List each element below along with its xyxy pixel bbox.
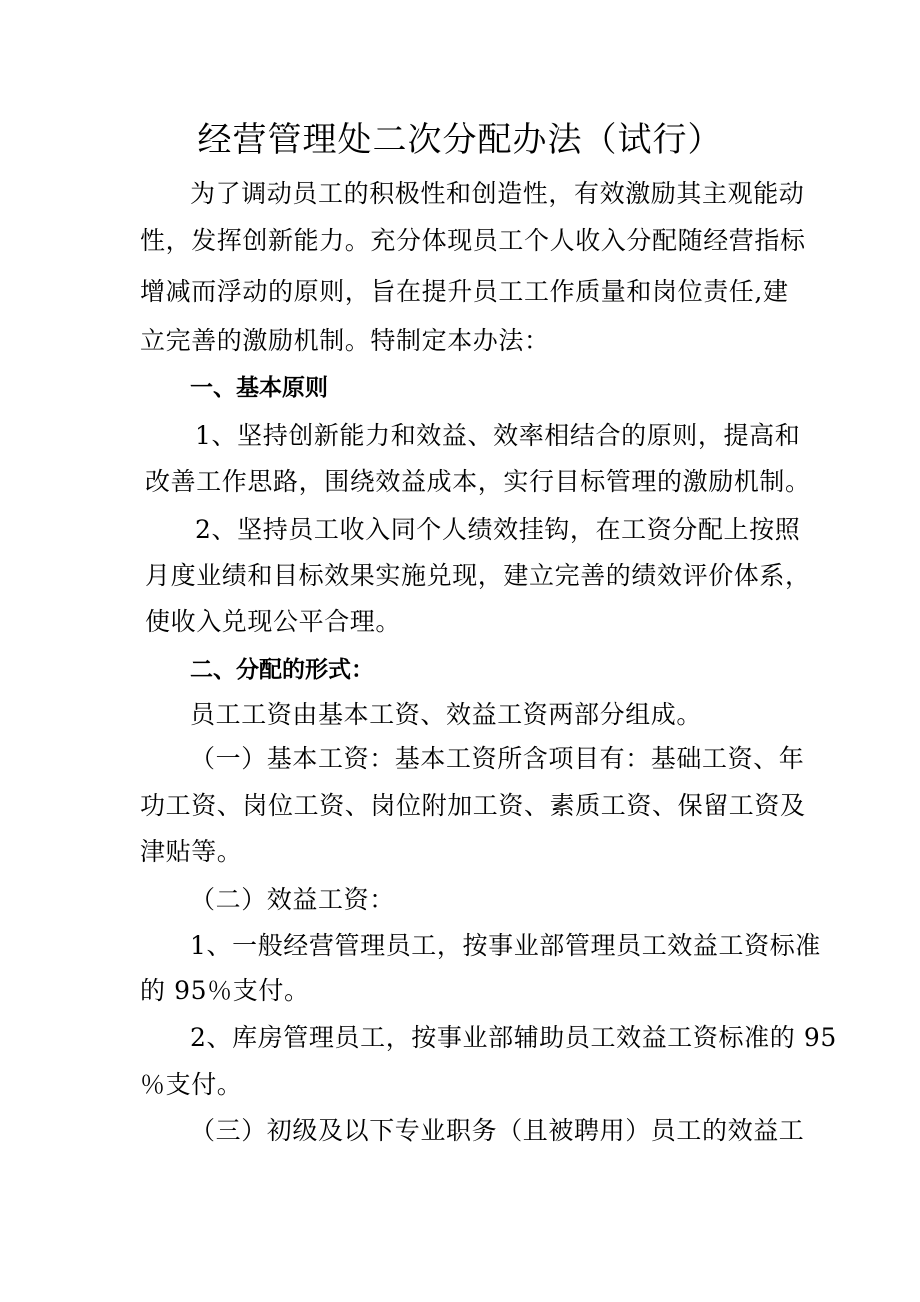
section-2-p5-line-2: ％支付。 <box>140 1070 243 1099</box>
section-1-p1-line-1: 1、坚持创新能力和效益、效率相结合的原则，提高和 <box>195 421 801 450</box>
section-1-p1-line-2: 改善工作思路，围绕效益成本，实行目标管理的激励机制。 <box>145 467 811 496</box>
section-2-p3: （二）效益工资： <box>190 885 395 914</box>
intro-line-4: 立完善的激励机制。特制定本办法： <box>140 326 550 355</box>
section-2-p5-line-1: 2、库房管理员工，按事业部辅助员工效益工资标准的 95 <box>190 1023 837 1052</box>
section-1-heading: 一、基本原则 <box>190 375 328 401</box>
section-2-p1: 员工工资由基本工资、效益工资两部分组成。 <box>190 700 703 729</box>
section-2-heading: 二、分配的形式： <box>190 657 374 683</box>
section-2-p2-line-1: （一）基本工资：基本工资所含项目有：基础工资、年 <box>190 744 805 773</box>
document-title: 经营管理处二次分配办法（试行） <box>197 120 723 160</box>
intro-line-3: 增减而浮动的原则，旨在提升员工工作质量和岗位责任,建 <box>140 277 789 306</box>
section-2-p4-line-1: 1、一般经营管理员工，按事业部管理员工效益工资标准 <box>190 931 821 960</box>
intro-line-2: 性，发挥创新能力。充分体现员工个人收入分配随经营指标 <box>140 226 806 255</box>
section-1-p2-line-3: 使收入兑现公平合理。 <box>145 607 402 636</box>
section-2-p4-line-2: 的 95％支付。 <box>140 976 310 1005</box>
section-1-p2-line-1: 2、坚持员工收入同个人绩效挂钩，在工资分配上按照 <box>195 515 801 544</box>
section-2-p2-line-3: 津贴等。 <box>140 837 243 866</box>
intro-line-1: 为了调动员工的积极性和创造性，有效激励其主观能动 <box>190 179 805 208</box>
section-1-p2-line-2: 月度业绩和目标效果实施兑现，建立完善的绩效评价体系， <box>145 561 811 590</box>
section-2-p2-line-2: 功工资、岗位工资、岗位附加工资、素质工资、保留工资及 <box>140 791 806 820</box>
section-2-p6: （三）初级及以下专业职务（且被聘用）员工的效益工 <box>190 1116 805 1145</box>
